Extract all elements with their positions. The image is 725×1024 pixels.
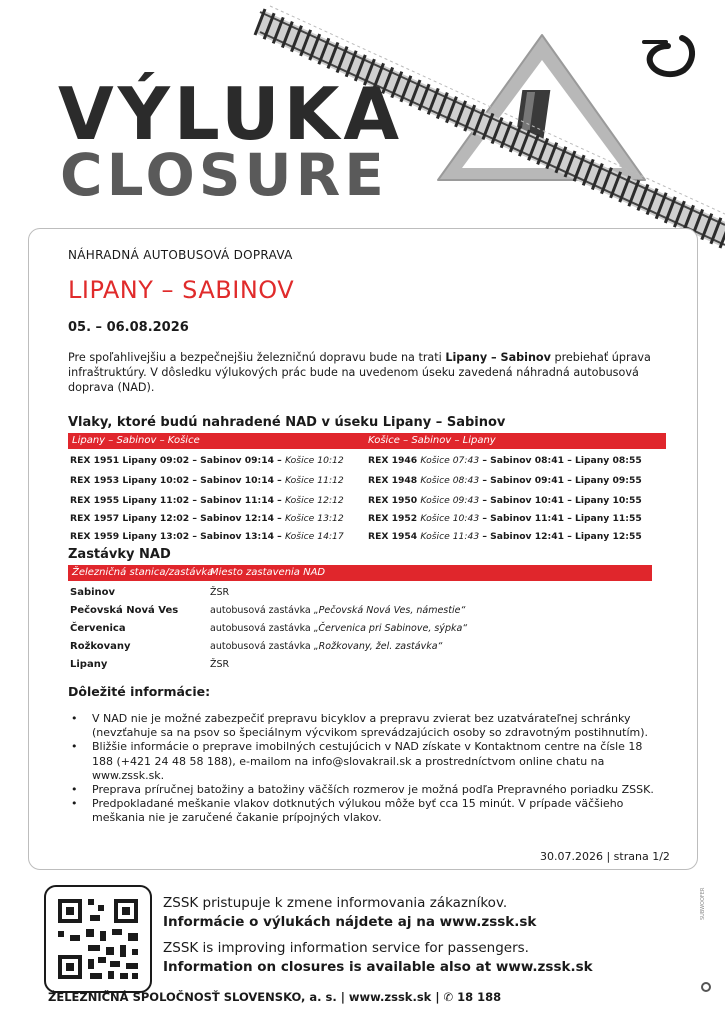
train-row: REX 1951 Lipany 09:02 – Sabinov 09:14 – Košice 10:12 — [70, 455, 344, 466]
zssk-logo-icon — [636, 30, 698, 80]
info-item: • Bližšie informácie o preprave imobilných cestujúcich v NAD získate v Kontaktnom centre na čísle 18 188 (+421 24 48 58 188), e-mailom na info@slovakrail.sk a prostredníctvom online chatu na www.zssk.sk. — [68, 740, 660, 783]
stops-table-header — [68, 565, 652, 581]
title-closure-sk: VÝLUKA — [58, 72, 404, 156]
trains-table-header — [68, 433, 666, 449]
train-row: REX 1952 Košice 10:43 – Sabinov 11:41 – Lipany 11:55 — [368, 513, 642, 524]
footer-company: ŽELEZNIČNÁ SPOLOČNOSŤ SLOVENSKO, a. s. | www.zssk.sk | ✆ 18 188 — [48, 990, 502, 1004]
title-closure-en: CLOSURE — [60, 141, 388, 209]
train-row: REX 1948 Košice 08:43 – Sabinov 09:41 – Lipany 09:55 — [368, 475, 642, 486]
train-row: REX 1946 Košice 07:43 – Sabinov 08:41 – Lipany 08:55 — [368, 455, 642, 466]
train-row: REX 1950 Košice 09:43 – Sabinov 10:41 – Lipany 10:55 — [368, 495, 642, 506]
info-heading: Dôležité informácie: — [68, 684, 211, 699]
direction-1-label: Lipany – Sabinov – Košice — [72, 435, 200, 446]
intro-paragraph: Pre spoľahlivejšiu a bezpečnejšiu železničnú dopravu bude na trati Lipany – Sabinov prebiehať úprava infraštruktúry. V dôsledku výlukových prác bude na uvedenom úseku zavedená náhradná autobusová doprava (NAD). — [68, 351, 651, 394]
stop-name: Červenica — [70, 623, 126, 634]
info-list — [68, 712, 660, 826]
info-item: • Predpokladané meškanie vlakov dotknutých výlukou môže byť cca 15 minút. V prípade väčšieho meškania nie je zaručené čakanie prípojných vlakov. — [68, 797, 660, 825]
footer-line-4: Information on closures is available also at www.zssk.sk — [163, 959, 593, 975]
footer-line-2: Informácie o výlukách nájdete aj na www.zssk.sk — [163, 914, 537, 930]
train-row: REX 1953 Lipany 10:02 – Sabinov 10:14 – Košice 11:12 — [70, 475, 344, 486]
print-mark-icon — [700, 980, 712, 994]
footer-line-3: ZSSK is improving information service for passengers. — [163, 940, 529, 956]
train-row: REX 1954 Košice 11:43 – Sabinov 12:41 – Lipany 12:55 — [368, 531, 642, 542]
train-row: REX 1957 Lipany 12:02 – Sabinov 12:14 – Košice 13:12 — [70, 513, 344, 524]
direction-2-label: Košice – Sabinov – Lipany — [368, 435, 496, 446]
closure-date: 05. – 06.08.2026 — [68, 320, 189, 335]
train-row: REX 1959 Lipany 13:02 – Sabinov 13:14 – Košice 14:17 — [70, 531, 344, 542]
stop-name: Lipany — [70, 659, 108, 670]
notice-subtitle: NÁHRADNÁ AUTOBUSOVÁ DOPRAVA — [68, 248, 293, 262]
stop-place: autobusová zastávka „Pečovská Nová Ves, námestie“ — [210, 605, 466, 616]
train-row: REX 1955 Lipany 11:02 – Sabinov 11:14 – Košice 12:12 — [70, 495, 344, 506]
stop-place: ŽSR — [210, 659, 230, 670]
stop-name: Rožkovany — [70, 641, 131, 652]
qr-code-icon — [44, 885, 152, 993]
stops-heading: Zastávky NAD — [68, 547, 171, 562]
page-info: 30.07.2026 | strana 1/2 — [540, 850, 670, 863]
stop-place: autobusová zastávka „Rožkovany, žel. zastávka“ — [210, 641, 443, 652]
stop-place: ŽSR — [210, 587, 230, 598]
info-item: • Preprava príručnej batožiny a batožiny väčších rozmerov je možná podľa Prepravného poriadku ZSSK. — [68, 783, 660, 797]
footer-line-1: ZSSK pristupuje k zmene informovania zákazníkov. — [163, 895, 508, 911]
stop-name: Pečovská Nová Ves — [70, 605, 179, 616]
stop-place: autobusová zastávka „Červenica pri Sabinove, sýpka“ — [210, 623, 468, 634]
stop-name: Sabinov — [70, 587, 116, 598]
info-item: • V NAD nie je možné zabezpečiť prepravu bicyklov a prepravu zvierat bez uzatvárateľnej schránky (nevzťahuje sa na psov so špeciálnym výcvikom sprevádzajúcich osoby so zdravotným postihnutím). — [68, 712, 660, 740]
route-title: LIPANY – SABINOV — [68, 276, 295, 304]
side-print-mark: SUBWOOFER — [700, 887, 706, 920]
trains-heading: Vlaky, ktoré budú nahradené NAD v úseku Lipany – Sabinov — [68, 415, 506, 430]
stops-col-station: Železničná stanica/zastávka — [72, 567, 214, 578]
stops-col-place: Miesto zastavenia NAD — [210, 567, 326, 578]
